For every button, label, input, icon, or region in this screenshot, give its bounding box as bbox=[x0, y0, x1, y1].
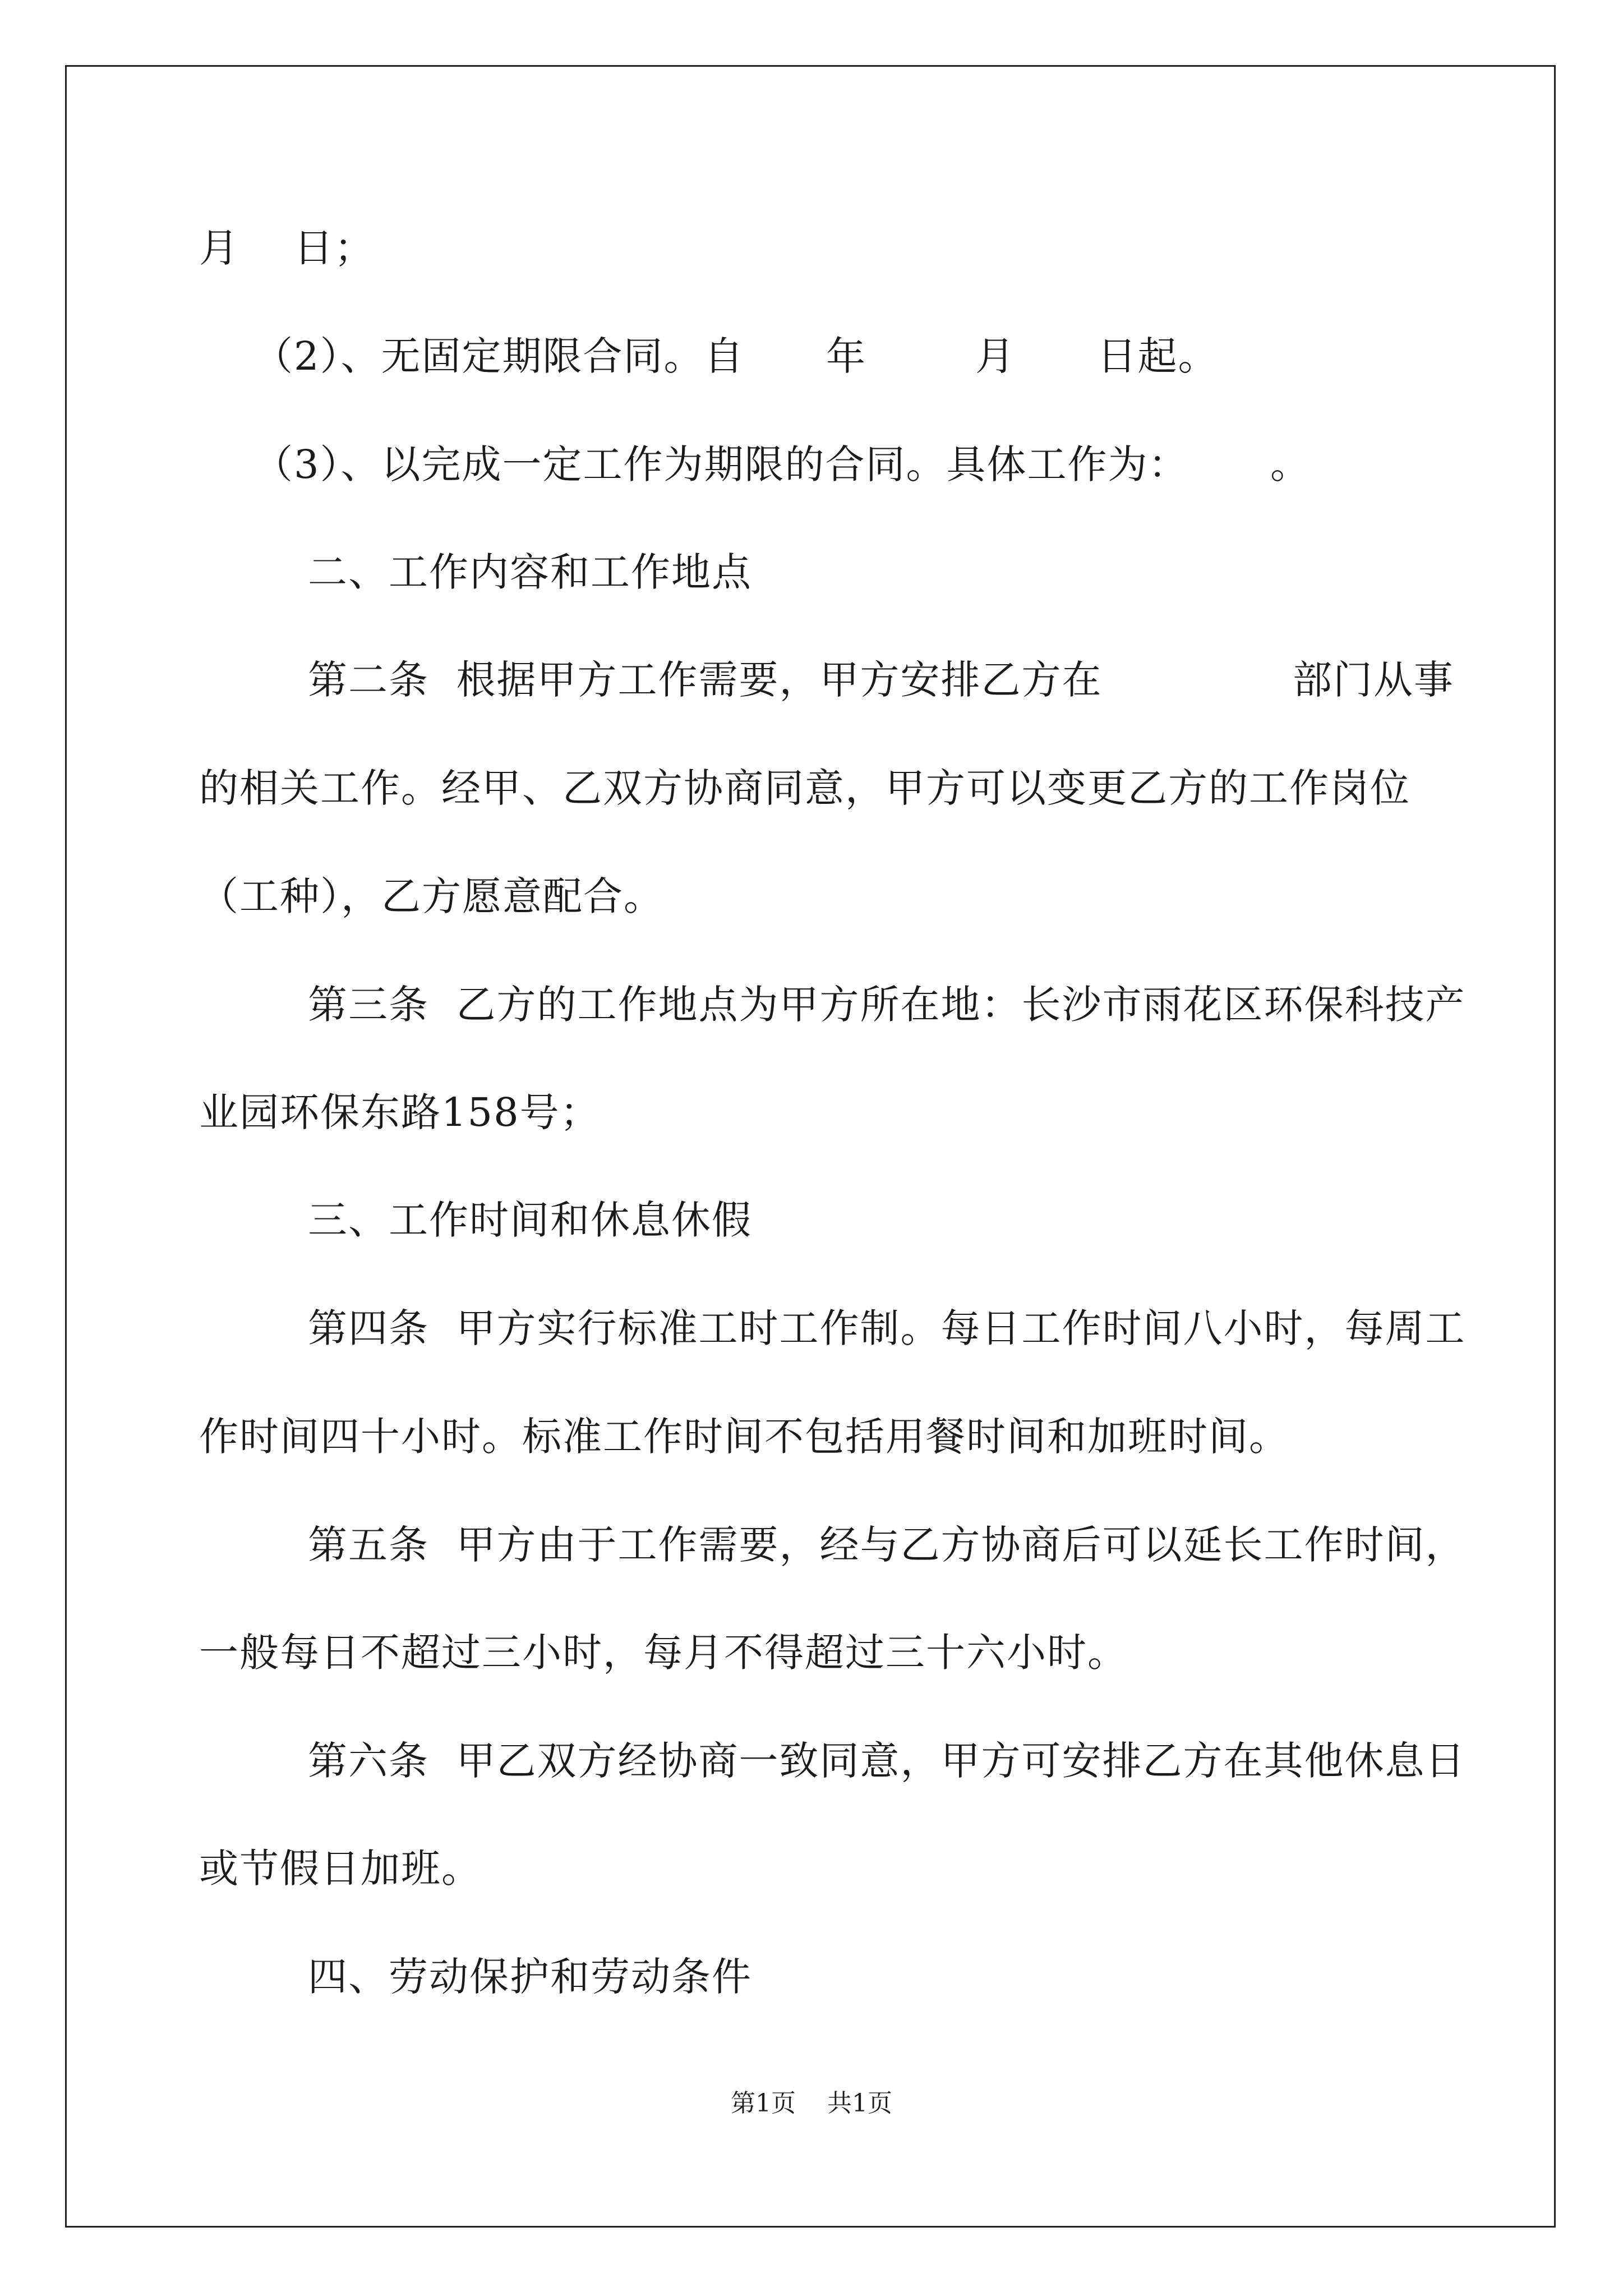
page-border bbox=[65, 65, 1556, 2228]
section-heading: 三、工作时间和休息休假 bbox=[199, 1197, 753, 1243]
text-line: （3）、以完成一定工作为期限的合同。具体工作为： 。 bbox=[199, 441, 1311, 487]
text-line: 第六条 甲乙双方经协商一致同意，甲方可安排乙方在其他休息日 bbox=[199, 1738, 1466, 1784]
text-line: 第四条 甲方实行标准工时工作制。每日工作时间八小时，每周工 bbox=[199, 1305, 1466, 1351]
text-line: 第五条 甲方由于工作需要，经与乙方协商后可以延长工作时间， bbox=[199, 1522, 1466, 1568]
text-line: 的相关工作。经甲、乙双方协商同意，甲方可以变更乙方的工作岗位 bbox=[199, 765, 1410, 811]
text-line: 一般每日不超过三小时，每月不得超过三十六小时。 bbox=[199, 1630, 1128, 1676]
section-heading: 四、劳动保护和劳动条件 bbox=[199, 1954, 753, 2000]
text-line: 月 日； bbox=[199, 225, 375, 271]
text-line: 作时间四十小时。标准工作时间不包括用餐时间和加班时间。 bbox=[199, 1414, 1289, 1460]
text-line: 或节假日加班。 bbox=[199, 1846, 482, 1892]
text-line: 第三条 乙方的工作地点为甲方所在地：长沙市雨花区环保科技产 bbox=[199, 982, 1466, 1028]
section-heading: 二、工作内容和工作地点 bbox=[199, 549, 753, 595]
page-footer: 第1页 共1页 bbox=[731, 2089, 892, 2118]
text-line: 业园环保东路158号； bbox=[199, 1089, 601, 1135]
text-line: 第二条 根据甲方工作需要，甲方安排乙方在 部门从事 bbox=[199, 657, 1455, 703]
text-line: （工种），乙方愿意配合。 bbox=[199, 873, 664, 919]
text-line: （2）、无固定期限合同。自 年 月 日起。 bbox=[199, 333, 1219, 379]
